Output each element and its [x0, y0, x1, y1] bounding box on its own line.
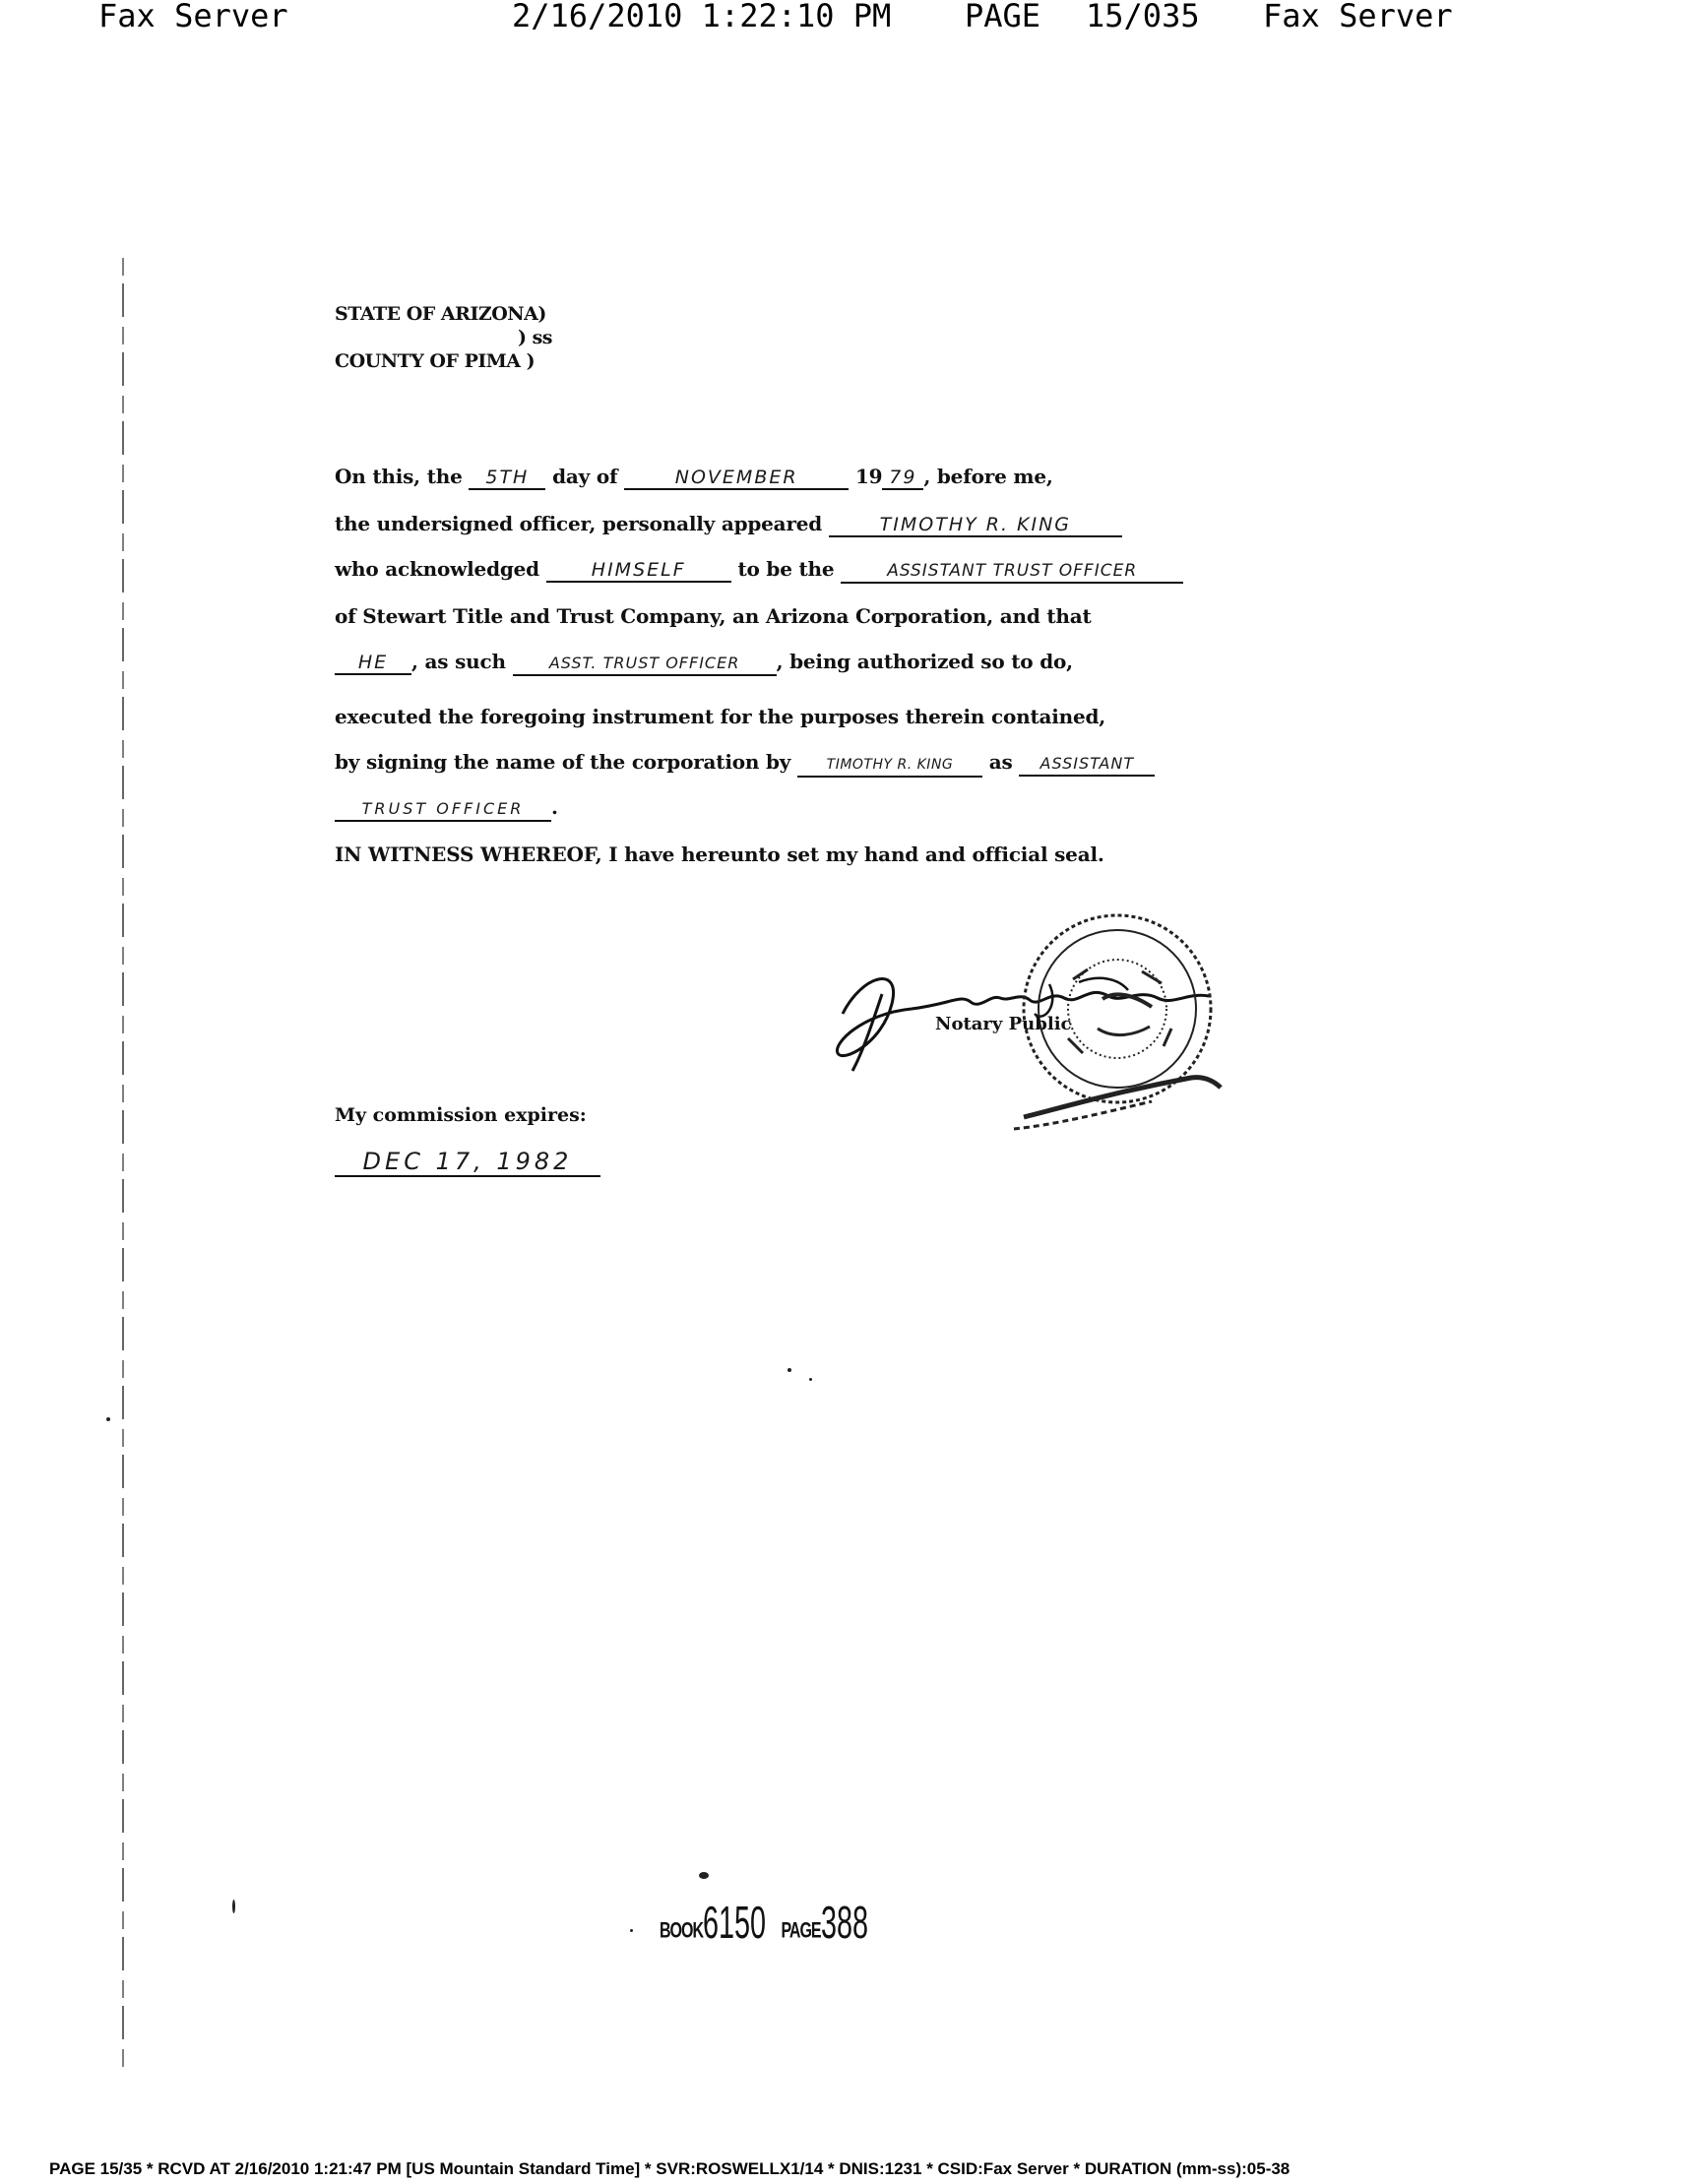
left-margin-rule	[122, 258, 124, 2069]
ack-line-7	[335, 750, 1155, 778]
ack-line-4: of Stewart Title and Trust Company, an Arizona Corporation, and that	[335, 604, 1092, 628]
venue-state: STATE OF ARIZONA)	[335, 303, 546, 325]
ack-day-field: 5TH	[469, 467, 545, 490]
book-number: 6150	[703, 1898, 767, 1949]
fax-header-page-label: PAGE	[965, 0, 1041, 34]
venue-county: COUNTY OF PIMA )	[335, 350, 536, 372]
ack-line-5-mid: , as such	[411, 650, 506, 673]
ack-signing-title-end-field: TRUST OFFICER	[335, 798, 551, 822]
fax-header-timestamp: 2/16/2010 1:22:10 PM	[512, 0, 892, 34]
fax-header-left-label: Fax Server	[98, 0, 288, 34]
ack-line-1	[335, 465, 1053, 490]
scan-speck	[809, 1378, 812, 1381]
ack-witness-line: IN WITNESS WHEREOF, I have hereunto set my hand and official seal.	[335, 842, 1104, 866]
scan-speck	[106, 1417, 110, 1421]
fax-header-right-label: Fax Server	[1263, 0, 1453, 34]
ack-line-8	[335, 795, 558, 822]
commission-label: My commission expires:	[335, 1104, 587, 1126]
ack-signing-name-field: TIMOTHY R. KING	[797, 754, 982, 778]
page-number: 388	[820, 1898, 868, 1949]
ack-line-5-suffix: , being authorized so to do,	[776, 650, 1073, 673]
ack-year-field: 79	[882, 467, 923, 490]
ack-year-prefix: 19	[854, 465, 883, 488]
ack-pronoun-field: HIMSELF	[546, 559, 731, 583]
ack-line-3-prefix: who acknowledged	[335, 557, 539, 581]
venue-ss: ) ss	[518, 327, 552, 348]
ack-line-6: executed the foregoing instrument for the purposes therein contained,	[335, 705, 1106, 728]
ack-line-1-mid: day of	[552, 465, 618, 488]
ack-line-7-prefix: by signing the name of the corporation by	[335, 750, 791, 774]
ack-signing-title-start-field: ASSISTANT	[1019, 753, 1155, 777]
ack-appeared-name-field: TIMOTHY R. KING	[829, 514, 1122, 537]
ack-title-field: ASSISTANT TRUST OFFICER	[841, 560, 1183, 584]
ack-line-2	[335, 512, 1122, 537]
fax-footer: PAGE 15/35 * RCVD AT 2/16/2010 1:21:47 PM [US Mountain Standard Time] * SVR:ROSWELLX1/14 * DNIS:1231 * CSID:Fax Server * DURATION (mm-ss):05-38	[49, 2159, 1291, 2178]
ack-line-2-prefix: the undersigned officer, personally appeared	[335, 512, 823, 535]
fax-header	[0, 0, 1701, 35]
ack-line-5	[335, 650, 1073, 676]
ack-line-3	[335, 557, 1183, 584]
ack-line-1-suffix: , before me,	[923, 465, 1053, 488]
ack-line-8-suffix: .	[551, 795, 558, 819]
ack-line-3-mid: to be the	[737, 557, 835, 581]
ack-pronoun-2-field: HE	[335, 652, 411, 675]
scan-speck	[232, 1900, 235, 1913]
commission-date: DEC 17, 1982	[335, 1148, 600, 1177]
ack-line-1-prefix: On this, the	[335, 465, 463, 488]
ack-such-title-field: ASST. TRUST OFFICER	[513, 653, 777, 676]
book-page-stamp	[660, 1898, 886, 1949]
page-label: PAGE	[781, 1919, 821, 1944]
book-label: BOOK	[660, 1919, 703, 1944]
scan-speck	[699, 1872, 709, 1879]
notary-public-label: Notary Public	[935, 1014, 1072, 1034]
ack-line-7-mid: as	[988, 750, 1013, 774]
scan-speck	[630, 1929, 633, 1932]
ack-month-field: NOVEMBER	[624, 467, 849, 490]
scan-speck	[788, 1368, 791, 1372]
fax-header-page-number: 15/035	[1086, 0, 1200, 34]
